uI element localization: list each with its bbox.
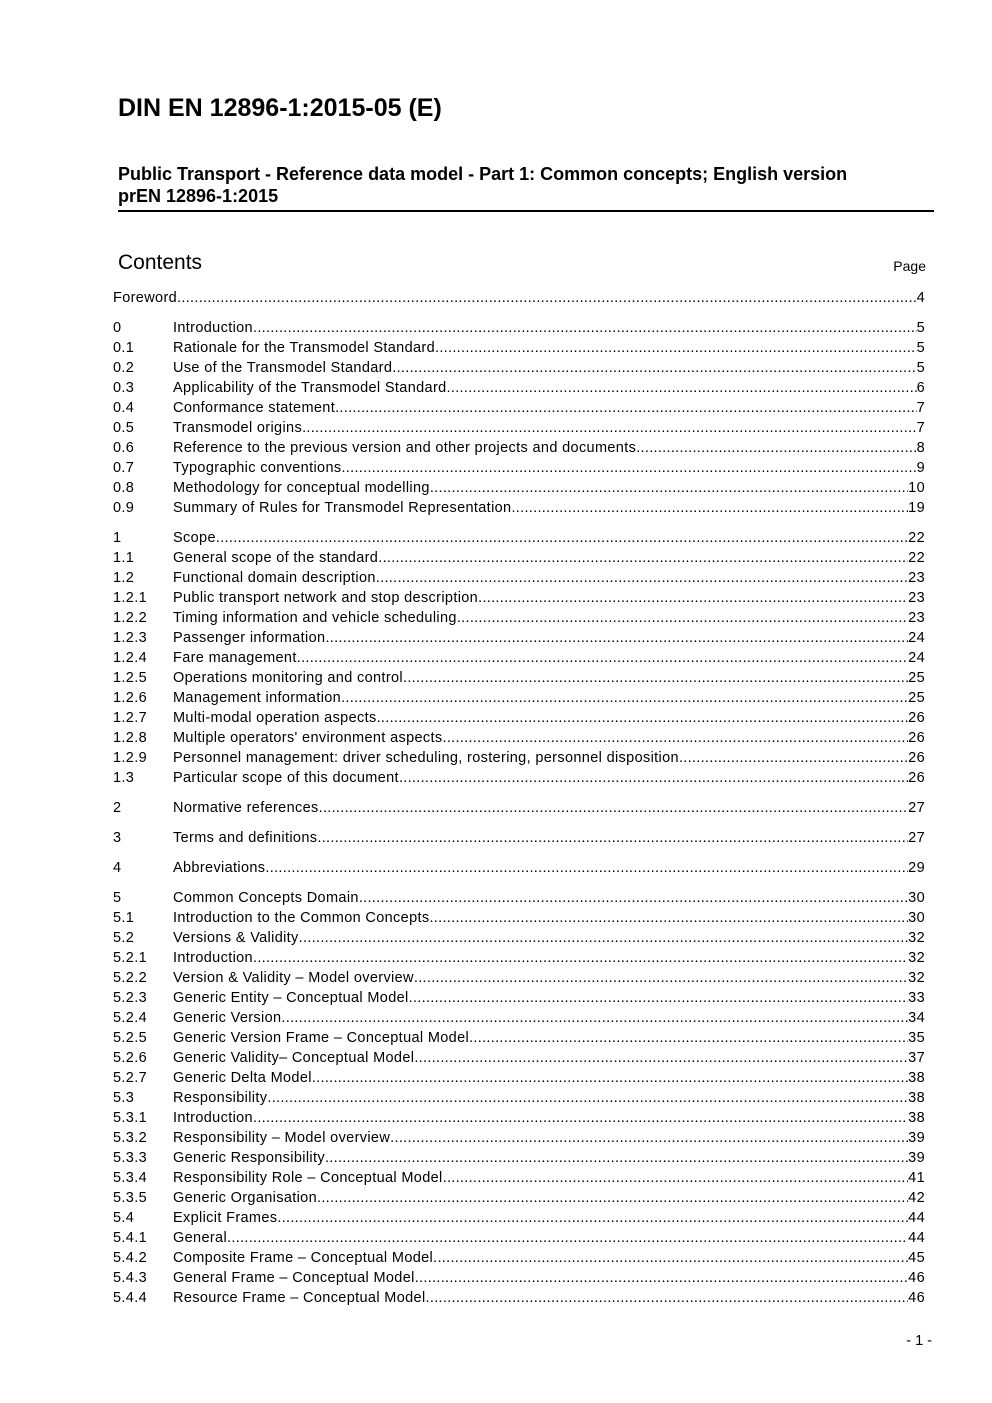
toc-dot-leader <box>469 1028 908 1048</box>
toc-entry[interactable] <box>113 378 925 398</box>
toc-entry-page: 5 <box>916 360 925 376</box>
toc-entry-title: Summary of Rules for Transmodel Representation <box>173 500 512 516</box>
toc-entry[interactable] <box>113 318 925 338</box>
toc-entry[interactable] <box>113 768 925 788</box>
toc-entry-title: Functional domain description <box>173 570 376 586</box>
toc-entry[interactable] <box>113 1188 925 1208</box>
toc-entry-page: 26 <box>908 710 925 726</box>
toc-entry-title: Fare management <box>173 650 297 666</box>
toc-entry-title: Introduction to the Common Concepts <box>173 910 430 926</box>
document-identifier: DIN EN 12896-1:2015-05 (E) <box>118 94 442 122</box>
subtitle-divider <box>118 210 934 212</box>
toc-dot-leader <box>267 1088 908 1108</box>
toc-entry-page: 38 <box>908 1090 925 1106</box>
toc-entry-number: 5.2.3 <box>113 990 147 1006</box>
toc-entry-page: 44 <box>908 1210 925 1226</box>
toc-entry-title: Transmodel origins <box>173 420 303 436</box>
toc-dot-leader <box>377 708 909 728</box>
toc-entry-number: 5.4.3 <box>113 1270 147 1286</box>
toc-entry-page: 29 <box>908 860 925 876</box>
toc-entry-title: Conformance statement <box>173 400 336 416</box>
toc-entry-title: Introduction <box>173 1110 253 1126</box>
toc-entry[interactable] <box>113 458 925 478</box>
toc-entry-number: 5.2.4 <box>113 1010 147 1026</box>
toc-entry[interactable] <box>113 748 925 768</box>
toc-dot-leader <box>297 648 908 668</box>
toc-entry-number: 5.2.5 <box>113 1030 147 1046</box>
toc-entry-page: 30 <box>908 890 925 906</box>
toc-entry[interactable] <box>113 928 925 948</box>
toc-entry-title: Generic Version <box>173 1010 282 1026</box>
toc-entry[interactable] <box>113 988 925 1008</box>
toc-dot-leader <box>511 498 908 518</box>
toc-entry[interactable] <box>113 528 925 548</box>
toc-entry[interactable] <box>113 1028 925 1048</box>
document-subtitle <box>118 163 934 207</box>
toc-entry-title: General scope of the standard <box>173 550 379 566</box>
toc-entry[interactable] <box>113 888 925 908</box>
toc-entry-number: 5.1 <box>113 910 135 926</box>
toc-entry-page: 27 <box>908 830 925 846</box>
toc-entry-title: Generic Version Frame – Conceptual Model <box>173 1030 470 1046</box>
toc-entry-title: Responsibility – Model overview <box>173 1130 391 1146</box>
toc-entry-page: 24 <box>908 630 925 646</box>
toc-entry-number: 1.2.8 <box>113 730 147 746</box>
page-column-label: Page <box>893 258 926 274</box>
toc-entry-title: Methodology for conceptual modelling <box>173 480 430 496</box>
toc-entry[interactable] <box>113 1148 925 1168</box>
toc-entry-page: 38 <box>908 1110 925 1126</box>
toc-entry-number: 0.5 <box>113 420 135 436</box>
toc-entry-page: 10 <box>908 480 925 496</box>
toc-entry-page: 6 <box>916 380 925 396</box>
toc-entry-title: Public transport network and stop description <box>173 590 479 606</box>
toc-dot-leader <box>409 988 909 1008</box>
toc-dot-leader <box>429 908 908 928</box>
toc-dot-leader <box>227 1228 908 1248</box>
toc-entry-number: 1.2.7 <box>113 710 147 726</box>
toc-entry-number: 5.2.6 <box>113 1050 147 1066</box>
toc-entry-page: 7 <box>916 420 925 436</box>
toc-entry-title: Scope <box>173 530 216 546</box>
toc-entry[interactable] <box>113 1048 925 1068</box>
toc-entry-title: Multiple operators' environment aspects <box>173 730 443 746</box>
toc-entry[interactable] <box>113 608 925 628</box>
toc-entry-number: 5.4.1 <box>113 1230 147 1246</box>
toc-entry-page: 39 <box>908 1130 925 1146</box>
toc-entry[interactable] <box>113 908 925 928</box>
toc-entry-number: 1.2.1 <box>113 590 147 606</box>
toc-dot-leader <box>433 1248 908 1268</box>
toc-entry-title: Terms and definitions <box>173 830 318 846</box>
toc-entry-number: 5.2.7 <box>113 1070 147 1086</box>
toc-entry-page: 26 <box>908 730 925 746</box>
toc-entry-page: 25 <box>908 690 925 706</box>
toc-entry-title: General Frame – Conceptual Model <box>173 1270 415 1286</box>
toc-entry-page: 25 <box>908 670 925 686</box>
toc-entry[interactable] <box>113 1008 925 1028</box>
toc-entry-title: Responsibility Role – Conceptual Model <box>173 1170 443 1186</box>
toc-dot-leader <box>341 688 908 708</box>
toc-entry-number: 1.1 <box>113 550 135 566</box>
toc-entry-title: Particular scope of this document <box>173 770 399 786</box>
toc-entry-page: 23 <box>908 590 925 606</box>
toc-entry[interactable] <box>113 438 925 458</box>
toc-dot-leader <box>253 948 908 968</box>
toc-entry-page: 9 <box>916 460 925 476</box>
toc-entry-number: 5.4 <box>113 1210 135 1226</box>
toc-entry-title: Explicit Frames <box>173 1210 278 1226</box>
toc-entry[interactable] <box>113 1108 925 1128</box>
toc-entry-title: Generic Delta Model <box>173 1070 312 1086</box>
toc-entry[interactable] <box>113 1068 925 1088</box>
toc-dot-leader <box>679 748 908 768</box>
subtitle-line-1: Public Transport - Reference data model - Part 1: Common concepts; English version <box>118 164 848 184</box>
toc-dot-leader <box>216 528 908 548</box>
toc-entry-title: Generic Responsibility <box>173 1150 325 1166</box>
toc-entry-page: 39 <box>908 1150 925 1166</box>
toc-dot-leader <box>281 1008 908 1028</box>
toc-entry-page: 32 <box>908 970 925 986</box>
toc-entry-page: 41 <box>908 1170 925 1186</box>
toc-entry[interactable] <box>113 398 925 418</box>
toc-entry-page: 32 <box>908 930 925 946</box>
toc-entry-page: 46 <box>908 1290 925 1306</box>
toc-entry-number: 1.2.3 <box>113 630 147 646</box>
toc-entry-title: Reference to the previous version and other projects and documents <box>173 440 637 456</box>
toc-dot-leader <box>403 668 908 688</box>
toc-entry-title: Timing information and vehicle scheduling <box>173 610 457 626</box>
toc-dot-leader <box>443 728 909 748</box>
toc-entry-number: 5.3.4 <box>113 1170 147 1186</box>
toc-entry[interactable] <box>113 728 925 748</box>
toc-entry-number: 1.2 <box>113 570 135 586</box>
toc-dot-leader <box>265 858 908 878</box>
toc-entry-page: 22 <box>908 530 925 546</box>
toc-entry-page: 45 <box>908 1250 925 1266</box>
toc-entry[interactable] <box>113 828 925 848</box>
toc-entry-number: 1.2.6 <box>113 690 147 706</box>
toc-entry-number: 5.2.2 <box>113 970 147 986</box>
toc-entry-page: 44 <box>908 1230 925 1246</box>
toc-entry[interactable] <box>113 628 925 648</box>
toc-dot-leader <box>299 928 908 948</box>
toc-entry-number: 1.2.5 <box>113 670 147 686</box>
toc-entry-number: 3 <box>113 830 122 846</box>
contents-heading: Contents <box>118 251 203 274</box>
toc-dot-leader <box>335 398 916 418</box>
toc-entry-page: 27 <box>908 800 925 816</box>
toc-dot-leader <box>435 338 917 358</box>
toc-entry-number: 0.1 <box>113 340 135 356</box>
toc-entry-title: Multi-modal operation aspects <box>173 710 377 726</box>
toc-entry-title: Introduction <box>173 320 253 336</box>
toc-entry-page: 30 <box>908 910 925 926</box>
toc-entry-number: 0.7 <box>113 460 135 476</box>
toc-entry-number: 5.2.1 <box>113 950 147 966</box>
toc-entry[interactable] <box>113 568 925 588</box>
toc-dot-leader <box>390 1128 908 1148</box>
toc-entry-page: 7 <box>916 400 925 416</box>
toc-entry[interactable] <box>113 1168 925 1188</box>
subtitle-line-2: prEN 12896-1:2015 <box>118 186 279 206</box>
toc-dot-leader <box>317 828 908 848</box>
toc-dot-leader <box>325 628 908 648</box>
toc-entry-title: Applicability of the Transmodel Standard <box>173 380 447 396</box>
toc-entry-number: 5.2 <box>113 930 135 946</box>
toc-entry-number: 0.9 <box>113 500 135 516</box>
toc-entry[interactable] <box>113 358 925 378</box>
toc-entry-number: 5.3 <box>113 1090 135 1106</box>
toc-entry-page: 34 <box>908 1010 925 1026</box>
toc-dot-leader <box>177 288 917 308</box>
toc-entry-page: 26 <box>908 750 925 766</box>
toc-dot-leader <box>312 1068 908 1088</box>
toc-entry-title: Responsibility <box>173 1090 268 1106</box>
toc-dot-leader <box>430 478 908 498</box>
toc-entry[interactable] <box>113 588 925 608</box>
toc-dot-leader <box>414 1048 908 1068</box>
toc-entry-page: 5 <box>916 340 925 356</box>
toc-dot-leader <box>414 968 908 988</box>
toc-entry-number: 0.3 <box>113 380 135 396</box>
toc-entry-title: General <box>173 1230 228 1246</box>
toc-entry-title: Introduction <box>173 950 253 966</box>
toc-entry[interactable] <box>113 1228 925 1248</box>
toc-entry-number: 5 <box>113 890 122 906</box>
toc-dot-leader <box>359 888 908 908</box>
toc-entry-title: Versions & Validity <box>173 930 299 946</box>
toc-dot-leader <box>277 1208 908 1228</box>
toc-entry-number: 4 <box>113 860 122 876</box>
toc-dot-leader <box>447 378 917 398</box>
toc-dot-leader <box>376 568 908 588</box>
toc-entry-title: Generic Validity– Conceptual Model <box>173 1050 415 1066</box>
toc-entry-page: 26 <box>908 770 925 786</box>
toc-entry-number: 2 <box>113 800 122 816</box>
toc-entry[interactable] <box>113 338 925 358</box>
toc-dot-leader <box>415 1268 908 1288</box>
toc-entry[interactable] <box>113 798 925 818</box>
toc-entry-title: Foreword <box>113 290 178 306</box>
toc-dot-leader <box>457 608 908 628</box>
toc-entry-title: Resource Frame – Conceptual Model <box>173 1290 426 1306</box>
toc-entry-page: 5 <box>916 320 925 336</box>
toc-entry-title: Version & Validity – Model overview <box>173 970 414 986</box>
toc-entry-number: 5.3.5 <box>113 1190 147 1206</box>
page-number: - 1 - <box>906 1333 932 1349</box>
toc-entry-title: Operations monitoring and control <box>173 670 403 686</box>
toc-entry-title: Management information <box>173 690 342 706</box>
toc-entry[interactable] <box>113 648 925 668</box>
toc-entry-number: 0 <box>113 320 122 336</box>
toc-entry-page: 4 <box>916 290 925 306</box>
toc-entry-page: 8 <box>916 440 925 456</box>
toc-entry-number: 5.4.4 <box>113 1290 147 1306</box>
toc-entry[interactable] <box>113 548 925 568</box>
toc-entry-title: Personnel management: driver scheduling, rostering, personnel disposition <box>173 750 679 766</box>
toc-dot-leader <box>341 458 916 478</box>
toc-entry[interactable] <box>113 948 925 968</box>
toc-entry-page: 24 <box>908 650 925 666</box>
toc-entry-page: 19 <box>908 500 925 516</box>
toc-entry[interactable] <box>113 858 925 878</box>
toc-entry[interactable] <box>113 288 925 308</box>
toc-entry-title: Rationale for the Transmodel Standard <box>173 340 436 356</box>
toc-entry-title: Normative references <box>173 800 319 816</box>
toc-entry-number: 1.2.9 <box>113 750 147 766</box>
toc-entry-number: 5.3.2 <box>113 1130 147 1146</box>
toc-dot-leader <box>478 588 908 608</box>
toc-entry[interactable] <box>113 418 925 438</box>
toc-entry[interactable] <box>113 1088 925 1108</box>
toc-entry-page: 35 <box>908 1030 925 1046</box>
toc-entry-page: 37 <box>908 1050 925 1066</box>
toc-dot-leader <box>399 768 908 788</box>
toc-entry[interactable] <box>113 1208 925 1228</box>
toc-entry-page: 32 <box>908 950 925 966</box>
toc-entry[interactable] <box>113 1268 925 1288</box>
toc-entry-number: 1.3 <box>113 770 135 786</box>
toc-entry-number: 0.6 <box>113 440 135 456</box>
table-of-contents <box>113 288 925 1308</box>
toc-entry-title: Generic Organisation <box>173 1190 318 1206</box>
toc-dot-leader <box>253 318 917 338</box>
toc-entry-title: Passenger information <box>173 630 326 646</box>
toc-dot-leader <box>426 1288 909 1308</box>
toc-dot-leader <box>378 548 908 568</box>
toc-entry-title: Common Concepts Domain <box>173 890 359 906</box>
toc-entry[interactable] <box>113 968 925 988</box>
toc-dot-leader <box>253 1108 908 1128</box>
toc-entry-number: 5.4.2 <box>113 1250 147 1266</box>
toc-entry-number: 5.3.1 <box>113 1110 147 1126</box>
toc-dot-leader <box>636 438 916 458</box>
toc-entry-page: 23 <box>908 610 925 626</box>
toc-entry-title: Use of the Transmodel Standard <box>173 360 393 376</box>
toc-entry-page: 22 <box>908 550 925 566</box>
toc-entry-title: Composite Frame – Conceptual Model <box>173 1250 434 1266</box>
toc-entry-number: 5.3.3 <box>113 1150 147 1166</box>
toc-entry[interactable] <box>113 708 925 728</box>
toc-entry-number: 0.4 <box>113 400 135 416</box>
toc-entry-title: Generic Entity – Conceptual Model <box>173 990 409 1006</box>
toc-entry[interactable] <box>113 1128 925 1148</box>
toc-entry-title: Typographic conventions <box>173 460 342 476</box>
toc-entry[interactable] <box>113 478 925 498</box>
toc-entry-page: 42 <box>908 1190 925 1206</box>
toc-entry-page: 46 <box>908 1270 925 1286</box>
toc-entry-page: 33 <box>908 990 925 1006</box>
toc-entry-title: Abbreviations <box>173 860 266 876</box>
toc-entry-number: 0.2 <box>113 360 135 376</box>
toc-dot-leader <box>443 1168 909 1188</box>
toc-entry[interactable] <box>113 688 925 708</box>
toc-entry[interactable] <box>113 668 925 688</box>
toc-entry-number: 1 <box>113 530 122 546</box>
toc-entry-number: 0.8 <box>113 480 135 496</box>
toc-dot-leader <box>319 798 909 818</box>
toc-dot-leader <box>317 1188 908 1208</box>
toc-entry[interactable] <box>113 498 925 518</box>
toc-dot-leader <box>302 418 917 438</box>
toc-dot-leader <box>392 358 916 378</box>
toc-dot-leader <box>325 1148 908 1168</box>
toc-entry-number: 1.2.2 <box>113 610 147 626</box>
toc-entry[interactable] <box>113 1288 925 1308</box>
toc-entry-number: 1.2.4 <box>113 650 147 666</box>
toc-entry-page: 38 <box>908 1070 925 1086</box>
toc-entry-page: 23 <box>908 570 925 586</box>
toc-entry[interactable] <box>113 1248 925 1268</box>
